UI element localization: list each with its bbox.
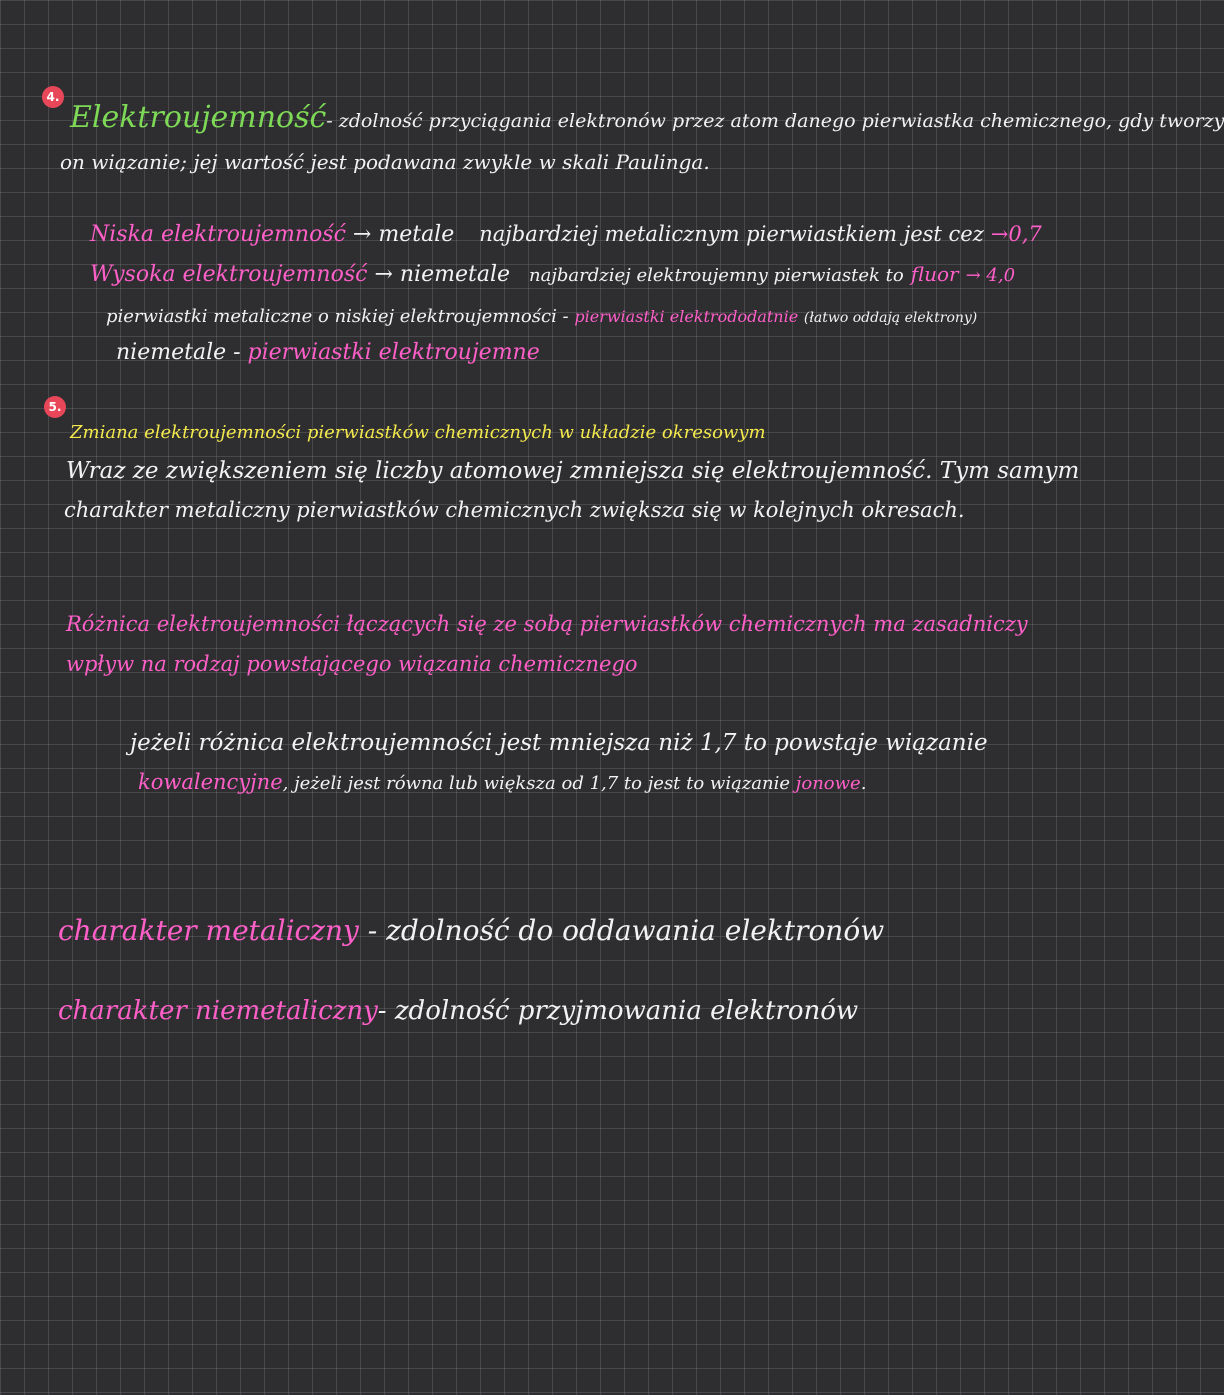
rule-line2-mid: , jeżeli jest równa lub większa od 1,7 to jest to wiązanie (282, 773, 791, 794)
electronegativity-def-part1: - zdolność przyciągania elektronów przez atom danego pierwiastka chemicznego, gdy tworzy (326, 110, 1224, 132)
metals-note: (łatwo oddają elektrony) (803, 310, 978, 326)
high-en-result: → niemetale (374, 262, 510, 287)
section-5-line1: Wraz ze zwiększeniem się liczby atomowej zmniejsza się elektroujemność. Tym samym (66, 458, 1080, 484)
low-en-result: → metale (352, 222, 455, 247)
nonmetallic-def: - zdolność przyjmowania elektronów (377, 996, 859, 1026)
electronegativity-term: Elektroujemność (70, 100, 327, 135)
ionic-bond: jonowe (795, 773, 861, 794)
rule-end: . (860, 773, 867, 794)
metals-pink: pierwiastki elektrododatnie (574, 307, 799, 326)
rule-line2 (138, 770, 866, 794)
nonmetals-text: niemetale - (116, 340, 241, 365)
nonmetallic-character-line (58, 996, 858, 1026)
high-electronegativity-line (90, 262, 1015, 287)
metallic-term: charakter metaliczny (58, 914, 359, 947)
metals-text: pierwiastki metaliczne o niskiej elektroujemności - (106, 306, 569, 327)
most-en-element: fluor (910, 262, 959, 286)
nonmetals-line (116, 340, 540, 365)
section-4-badge: 4. (42, 86, 64, 108)
most-metallic-text: najbardziej metalicznym pierwiastkiem jest cez (479, 222, 984, 246)
metallic-def: - zdolność do oddawania elektronów (367, 914, 885, 947)
high-en-label: Wysoka elektroujemność (90, 262, 368, 287)
difference-line1: Różnica elektroujemności łączących się ze sobą pierwiastków chemicznych ma zasadniczy (66, 612, 1028, 636)
metallic-character-line (58, 914, 884, 947)
electronegativity-definition-line1 (70, 100, 1224, 135)
nonmetallic-term: charakter niemetaliczny (58, 996, 378, 1026)
electronegativity-definition-line2: on wiązanie; jej wartość jest podawana zwykle w skali Paulinga. (60, 150, 710, 174)
low-en-label: Niska elektroujemność (90, 222, 346, 247)
most-metallic-value: →0,7 (990, 222, 1042, 246)
most-en-text: najbardziej elektroujemny pierwiastek to (529, 265, 904, 286)
section-5-line2: charakter metaliczny pierwiastków chemicznych zwiększa się w kolejnych okresach. (64, 498, 965, 522)
nonmetals-pink: pierwiastki elektroujemne (247, 340, 540, 365)
metals-line (106, 306, 977, 327)
difference-line2: wpływ na rodzaj powstającego wiązania chemicznego (66, 652, 638, 676)
covalent-bond: kowalencyjne (138, 770, 283, 794)
section-5-badge: 5. (44, 396, 66, 418)
low-electronegativity-line (90, 222, 1042, 247)
rule-line1: jeżeli różnica elektroujemności jest mniejsza niż 1,7 to powstaje wiązanie (130, 730, 988, 756)
section-5-heading: Zmiana elektroujemności pierwiastków chemicznych w układzie okresowym (70, 422, 766, 443)
most-en-value: → 4,0 (965, 265, 1016, 286)
